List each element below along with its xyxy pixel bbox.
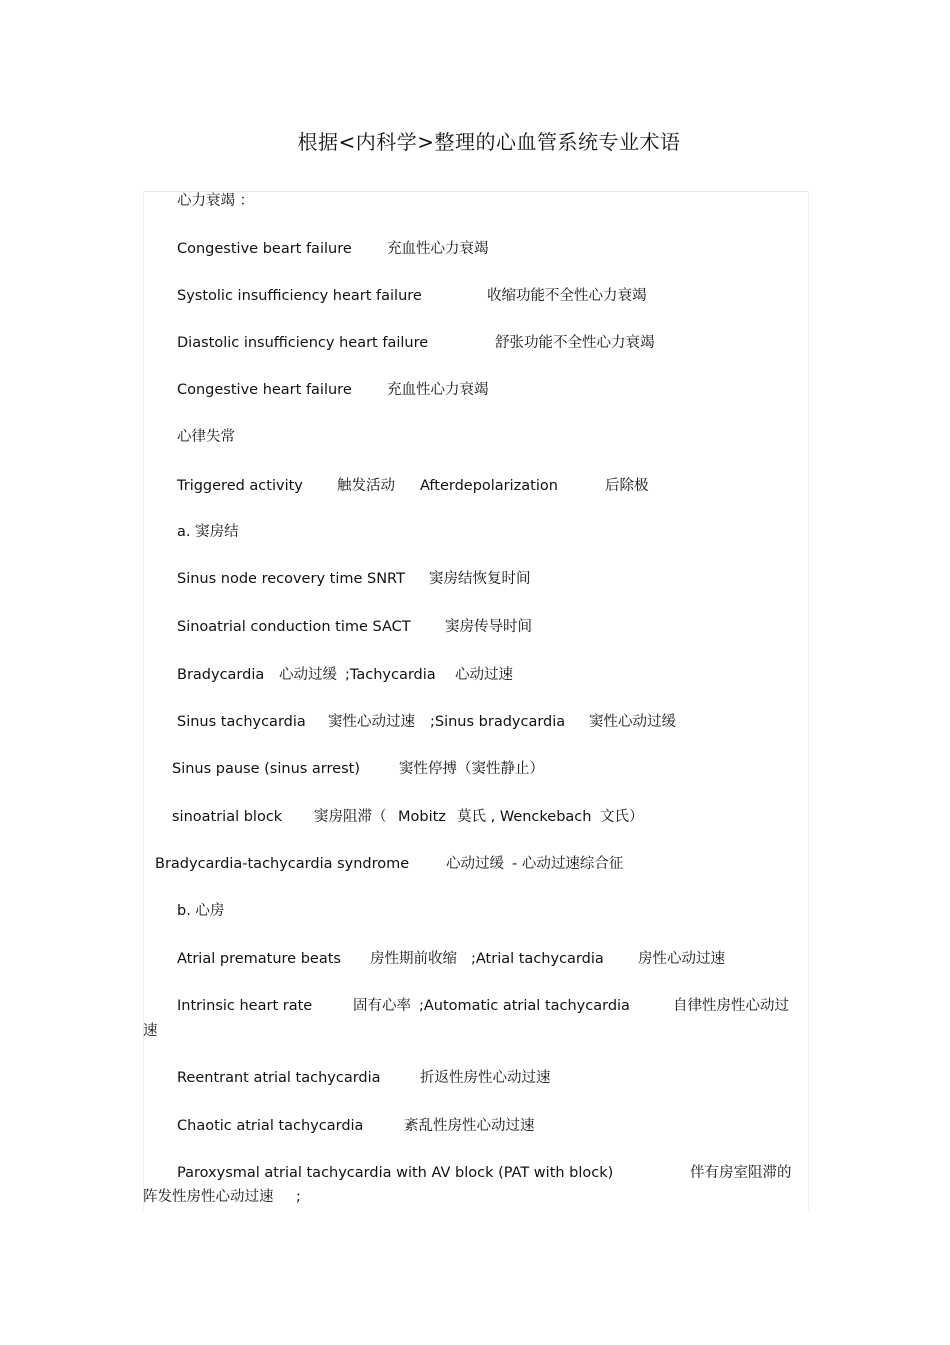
term-segment: Sinoatrial conduction time SACT — [177, 619, 411, 635]
term-segment: 心动过缓 — [279, 667, 337, 683]
term-segment: Triggered activity — [177, 478, 303, 494]
term-segment: 窦房传导时间 — [445, 619, 532, 635]
term-segment: 阵发性房性心动过速 — [143, 1189, 274, 1205]
term-segment: Afterdepolarization — [420, 478, 558, 494]
term-segment: 房性心动过速 — [638, 951, 725, 967]
term-segment: 固有心率 — [353, 998, 411, 1014]
term-segment: Sinus tachycardia — [177, 714, 306, 730]
term-segment: 窦性心动过缓 — [589, 714, 676, 730]
term-segment: Atrial premature beats — [177, 951, 341, 967]
term-segment: 心动过速 — [455, 667, 513, 683]
term-segment: Sinus node recovery time SNRT — [177, 571, 405, 587]
term-segment: Bradycardia-tachycardia syndrome — [155, 856, 410, 872]
term-segment: Chaotic atrial tachycardia — [177, 1118, 364, 1134]
term-segment: Bradycardia — [177, 667, 265, 683]
term-segment: 莫氏 , Wenckebach — [457, 809, 592, 825]
term-segment: Paroxysmal atrial tachycardia with AV block (PAT with block) — [177, 1165, 614, 1181]
term-segment: ; — [296, 1189, 301, 1205]
term-segment: ;Automatic atrial tachycardia — [419, 998, 630, 1014]
term-segment: 房性期前收缩 — [370, 951, 457, 967]
term-segment: Reentrant atrial tachycardia — [177, 1070, 381, 1086]
term-segment: 伴有房室阻滞的 — [690, 1165, 792, 1181]
term-segment: Systolic insufficiency heart failure — [177, 288, 422, 304]
term-segment: ;Atrial tachycardia — [471, 951, 604, 967]
term-segment: 触发活动 — [337, 478, 395, 494]
term-segment: 心动过缓 — [446, 856, 504, 872]
term-segment: Sinus pause (sinus arrest) — [172, 761, 360, 777]
term-segment: Mobitz — [398, 809, 446, 825]
term-segment: 后除极 — [605, 478, 649, 494]
term-segment: 窦房阻滞（ — [314, 809, 387, 825]
term-segment: Congestive heart failure — [177, 382, 352, 398]
term-segment: 折返性房性心动过速 — [420, 1070, 551, 1086]
term-segment: 自律性房性心动过 — [673, 998, 789, 1014]
term-segment: 心力衰竭 ： — [177, 193, 255, 209]
term-segment: 窦性停搏（窦性静止） — [399, 761, 544, 777]
term-segment: 窦性心动过速 — [328, 714, 415, 730]
term-segment: Congestive beart failure — [177, 241, 352, 257]
term-segment: 文氏） — [600, 809, 644, 825]
term-segment: a. 窦房结 — [177, 524, 239, 540]
term-segment: 心律失常 — [177, 429, 235, 445]
term-segment: 充血性心力衰竭 — [387, 241, 489, 257]
term-segment: ;Tachycardia — [345, 667, 436, 683]
page-title: 根据<内科学>整理的心血管系统专业术语 — [297, 130, 681, 154]
term-segment: 紊乱性房性心动过速 — [404, 1118, 535, 1134]
term-segment: b. 心房 — [177, 903, 225, 919]
term-segment: Diastolic insufficiency heart failure — [177, 335, 429, 351]
term-segment: 充血性心力衰竭 — [387, 382, 489, 398]
term-segment: 舒张功能不全性心力衰竭 — [495, 335, 655, 351]
term-segment: sinoatrial block — [172, 809, 283, 825]
term-segment: - 心动过速综合征 — [512, 856, 624, 872]
term-segment: Intrinsic heart rate — [177, 998, 313, 1014]
term-segment: 速 — [143, 1023, 158, 1039]
term-segment: 收缩功能不全性心力衰竭 — [487, 288, 647, 304]
term-segment: 窦房结恢复时间 — [429, 571, 531, 587]
term-segment: ;Sinus bradycardia — [430, 714, 566, 730]
